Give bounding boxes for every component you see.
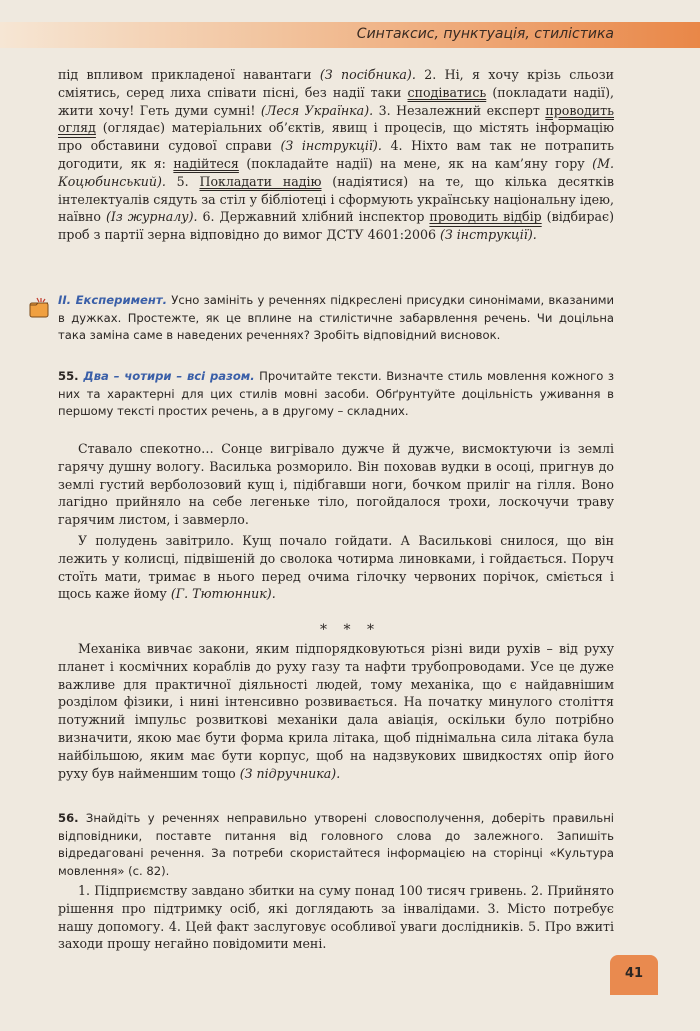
underlined-predicate: сподіватись: [407, 84, 487, 100]
text2-paragraph: Механіка вивчає закони, яким підпорядковуються різні види рухів – від руху планет і космічних кораблів до руху газу та нафти трубопроводами. Усе це дуже важливе для практичної діяльності людей, тому механіка, що є найдавнішим розділом фізики, і нині інтенсивно розвивається. На початку минулого століття потужний імпульс розвиткові механіки дала авіація, оскільки було потрібно визначити, якою має бути форма крила літака, щоб піднімальна сила літака була найбільшою, яким має бути корпус, щоб на надзвукових швидкостях опір його руху був найменшим тощо (З підручника).: [58, 641, 614, 781]
text1-paragraph-2: У полудень завітрило. Кущ почало гойдати. А Василькові снилося, що він лежить у колисці, підвішеній до сволока чотирма линовками, і гойдається. Поруч стоїть мати, тримає в нього перед очима гілочку червоних порічок, сміється і щось каже йому (Г. Тютюнник).: [58, 533, 614, 602]
task-55-number: 55.: [58, 369, 79, 383]
task-experiment-label: ІІ. Експеримент.: [58, 293, 168, 307]
task-55: 55. Два – чотири – всі разом. Прочитайте тексти. Визначте стиль мовлення кожного з них та характерні для цих стилів мовні засоби. Обґрунтуйте доцільність уживання в першому тексті простих речень, а в другому – складних.: [58, 369, 614, 418]
running-header: Синтаксис, пунктуація, стилістика: [356, 26, 614, 42]
experiment-folder-icon: [28, 297, 50, 319]
underlined-predicate: проводить огляд: [58, 102, 615, 136]
task-55-label: Два – чотири – всі разом.: [78, 369, 255, 383]
underlined-predicate: проводить відбір: [429, 209, 542, 225]
exercise-56-sentences: 1. Підприємству завдано збитки на суму понад 100 тисяч гривень. 2. Прийнято рішення про підтримку осіб, які доглядають за інвалідами. 3. Місто потребує нашу допомогу. 4. Цей факт заслуговує особливої уваги дослідників. 5. Про вжиті заходи прошу негайно повідомити мені.: [58, 883, 614, 952]
task-experiment: ІІ. Експеримент. Усно замініть у реченнях підкреслені присудки синонімами, вказаними в дужках. Простежте, як це вплине на стилістичне забарвлення речень. Чи доцільна така заміна саме в наведених реченнях? Зробіть відповідний висновок.: [58, 293, 615, 342]
underlined-predicate: надійтеся: [173, 155, 239, 171]
underlined-predicate: Покладати надію: [199, 173, 322, 189]
page-number: 41: [624, 966, 644, 981]
task-56: 56. Знайдіть у реченнях неправильно утворені словосполучення, доберіть правильні відповідники, поставте питання від головного слова до залежного. Запишіть відредаговані речення. За потреби скористайтеся інформацією на сторінці «Культура мовлення» (с. 82).: [58, 811, 614, 878]
task-56-number: 56.: [58, 811, 79, 825]
text1-paragraph-1: Ставало спекотно… Сонце вигрівало дужче й дужче, висмоктуючи із землі гарячу душну вологу. Василька розморило. Він поховав вудки в осоці, пригнув до землі густий верболозовий кущ і, підібгавши ноги, бочком приліг на гілля. Воно лагідно прийняло на себе легеньке тіло, погойдалося трохи, лоскочучи траву гарячим листом, і завмерло.: [58, 441, 614, 528]
section-separator: * * *: [320, 622, 380, 638]
sentences-block: під впливом прикладеної навантаги (З посібника). 2. Ні, я хочу крізь сльози сміятись, серед лиха співати пісні, без надії таки сподіватись (покладати надії), жити хочу! Геть думи сумні! (Леся Українка). 3. Незалежний експерт проводить огляд (оглядає) матеріальних об’єктів, явищ і процесів, що містять інформацію про обставини судової справи (З інструкції). 4. Ніхто вам так не потрапить догодити, як я: надійтеся (покладайте надії) на мене, як на кам’яну гору (М. Коцюбинський). 5. Покладати надію (надіятися) на те, що кілька десятків інтелектуалів сядуть за стіл у бібліотеці і сформують українську національну ідею, наївно (Із журналу). 6. Державний хлібний інспектор проводить відбір (відбирає) проб з партії зерна відповідно до вимог ДСТУ 4601:2006 (З інструкції).: [58, 67, 615, 243]
